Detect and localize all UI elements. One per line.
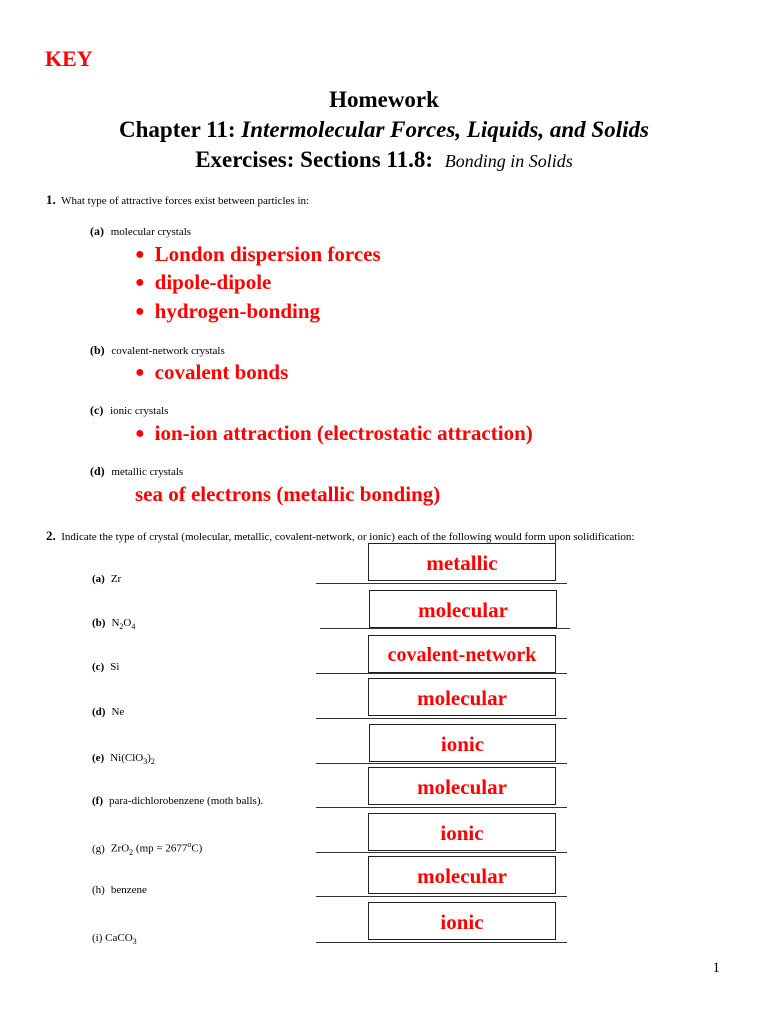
answer-line [316,718,567,719]
item-label: (e) [92,752,105,764]
item-label: (h) [92,884,105,896]
bullet-icon: ● [135,364,145,381]
item-g: (g) ZrO$_2$ $(mp = 2677^oC)$ [92,840,203,857]
answer-box: metallic [368,543,556,581]
answer-bullet [135,360,288,385]
answer-box: ionic [369,724,556,762]
question-2 [46,528,634,544]
item-i: (i) CaCO$_3$ [92,932,137,947]
answer-line [316,763,567,764]
bullet-icon: ● [135,303,145,320]
answer-bullet [135,242,381,267]
answer-text: covalent bonds [154,360,289,384]
part-b-text: covalent-network crystals [111,345,225,357]
answer-bullet [135,421,533,446]
item-text: Ne [111,706,125,718]
item-text: Zr [110,573,122,585]
answer-bullet [135,270,271,295]
item-c [92,661,119,673]
answer-line [316,942,567,943]
item-label: (f) [92,795,103,807]
part-d [90,464,183,479]
answer-text: London dispersion forces [154,242,381,266]
part-a [90,224,191,239]
answer-line [316,583,567,584]
part-c-label: (c) [90,403,104,417]
title-exercises [0,147,768,173]
part-a-label: (a) [90,224,104,238]
item-text: Si [110,661,120,673]
page-number: 1 [712,960,720,976]
item-b: (b) $N_2O_4$ [92,617,136,632]
item-f [92,795,263,807]
item-label: (g) [92,842,105,855]
part-b-label: (b) [90,343,105,357]
answer-text: sea of electrons (metallic bonding) [135,482,441,506]
part-d-text: metallic crystals [111,466,184,478]
question-1 [46,192,309,208]
bullet-icon: ● [135,246,145,263]
item-h [92,884,147,896]
answer-box: ionic [368,813,556,851]
item-label: (a) [92,573,105,585]
exercises-prefix: Exercises: Sections 11.8: [195,147,434,172]
bullet-icon: ● [135,425,145,442]
key-label: KEY [45,46,93,71]
part-d-label: (d) [90,464,105,478]
part-a-text: molecular crystals [110,226,192,238]
answer-line [316,807,567,808]
answer-box: ionic [368,902,556,940]
question-1-number: 1. [46,192,56,207]
part-b [90,343,225,358]
item-text: para-dichlorobenzene (moth balls). [109,795,264,807]
item-e: (e) $Ni(ClO_3)_2$ [92,752,155,767]
answer-box: molecular [369,590,557,628]
question-2-text: Indicate the type of crystal (molecular, metallic, covalent-network, or ionic) each of the following would form upon solidification: [61,531,635,543]
item-a [92,573,121,585]
answer-box: molecular [368,767,556,805]
item-label: (d) [92,706,106,718]
title-homework: Homework [329,87,439,112]
item-label: (b) [92,617,106,629]
bullet-icon: ● [135,274,145,291]
answer-text: hydrogen-bonding [154,299,321,323]
item-label: (c) [92,661,105,673]
chapter-prefix: Chapter 11: [119,117,236,142]
answer-bullet [135,299,320,324]
answer-text: dipole-dipole [154,270,272,294]
part-c-text: ionic crystals [110,405,169,417]
answer-box: covalent-network [368,635,556,673]
answer-text: ion-ion attraction (electrostatic attraction) [154,421,533,445]
answer-line [316,852,567,853]
answer-line [316,896,567,897]
answer-box: molecular [368,678,556,716]
part-c [90,403,168,418]
item-text: benzene [110,884,147,896]
chapter-subject: Intermolecular Forces, Liquids, and Solids [241,117,649,142]
answer-box: molecular [368,856,556,894]
question-1-text: What type of attractive forces exist between particles in: [61,195,310,207]
question-2-number: 2. [46,528,56,543]
item-label: (i) [92,932,103,944]
title-chapter [0,117,768,143]
item-d [92,706,124,718]
exercises-subtopic: Bonding in Solids [444,151,573,171]
